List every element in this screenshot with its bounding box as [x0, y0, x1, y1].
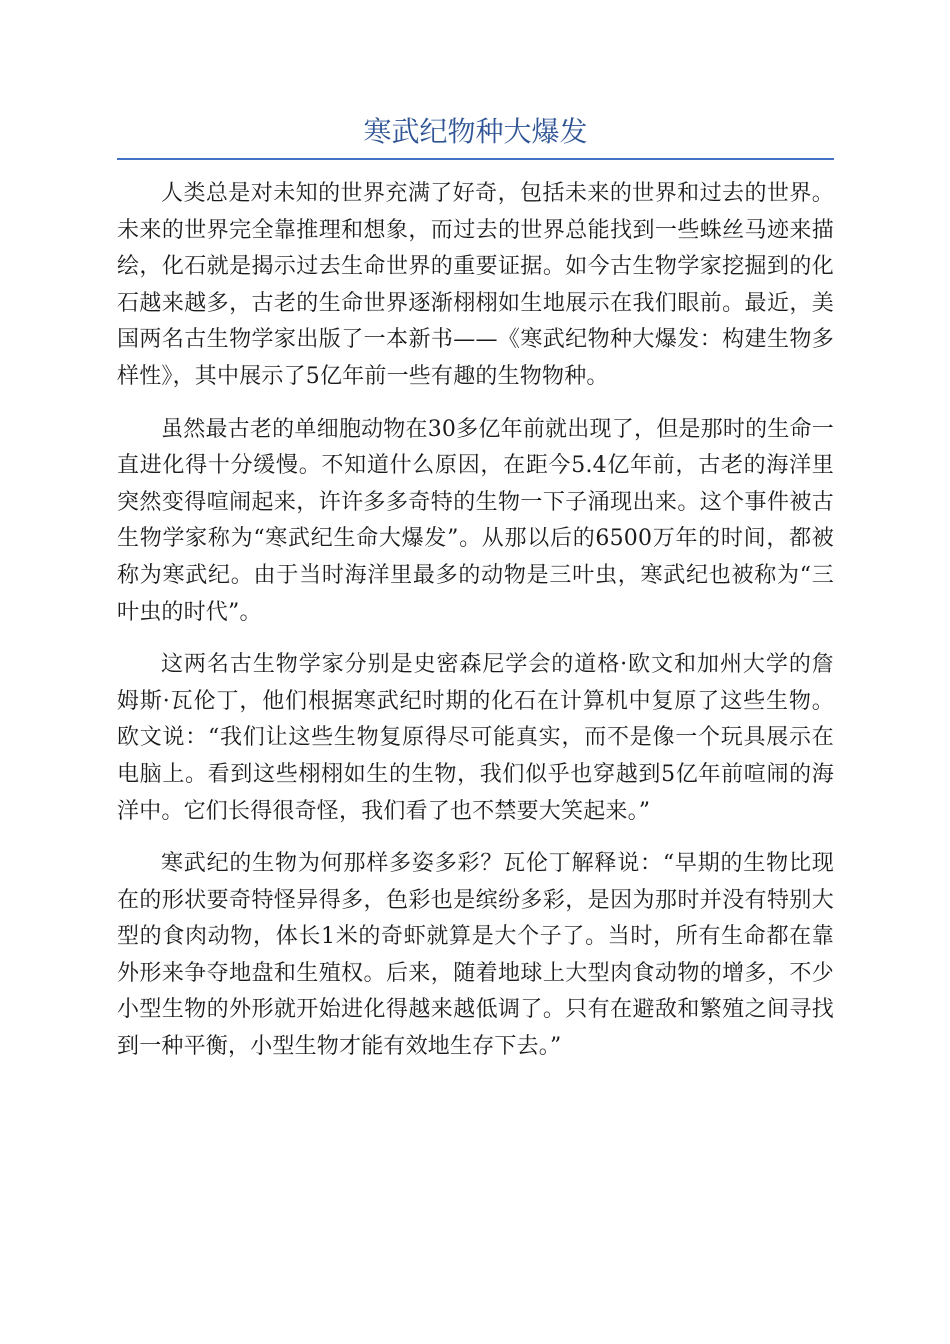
title-underline [117, 158, 834, 160]
paragraph-3: 这两名古生物学家分别是史密森尼学会的道格·欧文和加州大学的詹姆斯·瓦伦丁，他们根据寒武纪时期的化石在计算机中复原了这些生物。欧文说：“我们让这些生物复原得尽可能真实，而不是像一个玩具展示在电脑上。看到这些栩栩如生的生物，我们似乎也穿越到5亿年前喧闹的海洋中。它们长得很奇怪，我们看了也不禁要大笑起来。” [117, 652, 834, 824]
paragraph-2: 虽然最古老的单细胞动物在30多亿年前就出现了，但是那时的生命一直进化得十分缓慢。不知道什么原因，在距今5.4亿年前，古老的海洋里突然变得喧闹起来，许许多多奇特的生物一下子涌现出来。这个事件被古生物学家称为“寒武纪生命大爆发”。从那以后的6500万年的时间，都被称为寒武纪。由于当时海洋里最多的动物是三叶虫，寒武纪也被称为“三叶虫的时代”。 [117, 416, 834, 625]
document-title: 寒武纪物种大爆发 [363, 115, 588, 148]
paragraph-1: 人类总是对未知的世界充满了好奇，包括未来的世界和过去的世界。未来的世界完全靠推理和想象，而过去的世界总能找到一些蛛丝马迹来描绘，化石就是揭示过去生命世界的重要证据。如今古生物学家挖掘到的化石越来越多，古老的生命世界逐渐栩栩如生地展示在我们眼前。最近，美国两名古生物学家出版了一本新书——《寒武纪物种大爆发：构建生物多样性》，其中展示了5亿年前一些有趣的生物物种。 [117, 181, 834, 389]
paragraph-4: 寒武纪的生物为何那样多姿多彩？瓦伦丁解释说：“早期的生物比现在的形状要奇特怪异得多，色彩也是缤纷多彩，是因为那时并没有特别大型的食肉动物，体长1米的奇虾就算是大个子了。当时，所有生命都在靠外形来争夺地盘和生殖权。后来，随着地球上大型肉食动物的增多，不少小型生物的外形就开始进化得越来越低调了。只有在避敌和繁殖之间寻找到一种平衡，小型生物才能有效地生存下去。” [117, 851, 834, 1060]
document-page [117, 112, 834, 1082]
